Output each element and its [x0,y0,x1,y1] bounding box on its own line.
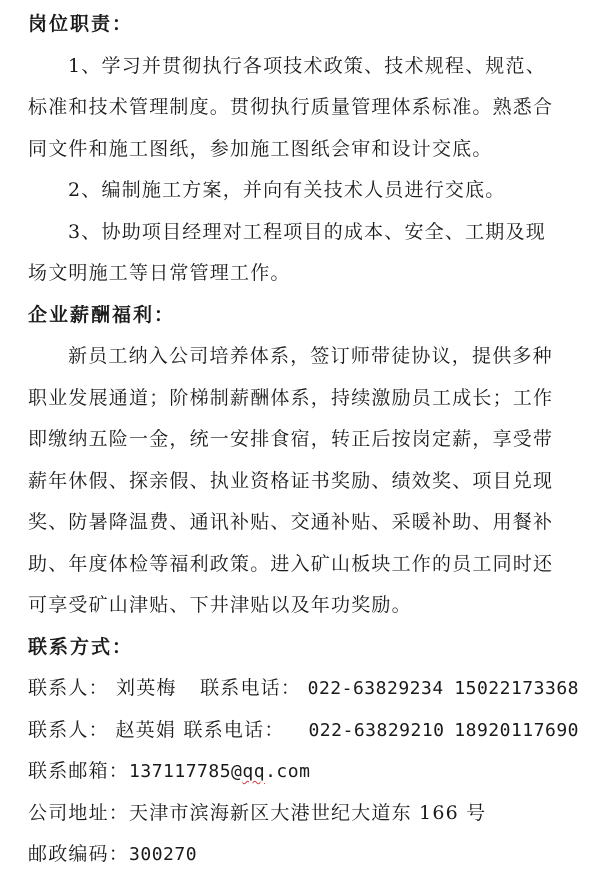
benefits-line-7: 可享受矿山津贴、下井津贴以及年功奖励。 [28,594,412,616]
email-domain-spellcheck-flag: qq [242,761,266,782]
postcode-value: 300270 [129,844,198,865]
email-user: 137117785@ [129,761,243,782]
contact-heading: 联系方式： [28,635,134,658]
benefits-line-6: 助、年度体检等福利政策。进入矿山板块工作的员工同时还 [28,552,554,575]
benefits-line-1: 新员工纳入公司培养体系，签订师带徒协议，提供多种 [68,345,553,367]
benefits-line-4: 薪年休假、探亲假、执业资格证书奖励、绩效奖、项目兑现 [28,469,554,492]
contact-person-label: 联系人： [28,677,109,699]
address-label: 公司地址： [28,801,130,824]
email-row [28,751,579,793]
contact-landline: 022-63829234 [307,678,444,699]
duty-item-3-line-2: 场文明施工等日常管理工作。 [28,262,291,284]
contact-phone-label: 联系电话： [200,677,302,699]
contact-person-name: 赵英娟 [115,718,177,741]
duty-item-1-line-1: 1、学习并贯彻执行各项技术政策、技术规程、规范、 [68,54,546,77]
contact-row-1 [28,668,579,710]
contact-landline: 022-63829210 [308,719,445,741]
contact-phone-label: 联系电话： [183,718,285,741]
benefits-line-2: 职业发展通道；阶梯制薪酬体系，持续激励员工成长；工作 [28,386,554,409]
benefits-line-5: 奖、防暑降温费、通讯补贴、交通补贴、采暖补助、用餐补 [28,511,554,533]
contact-mobile: 18920117690 [454,719,579,741]
contact-mobile: 15022173368 [454,678,579,699]
duty-item-1-line-3: 同文件和施工图纸，参加施工图纸会审和设计交底。 [28,137,493,160]
email-label: 联系邮箱： [28,760,130,782]
address-row [28,793,579,835]
duty-item-3-line-1: 3、协助项目经理对工程项目的成本、安全、工期及现 [68,220,546,243]
postcode-label: 邮政编码： [28,843,130,865]
duty-item-1-line-2: 标准和技术管理制度。贯彻执行质量管理体系标准。熟悉合 [28,96,554,118]
duty-item-2-line-1: 2、编制施工方案，并向有关技术人员进行交底。 [68,179,506,201]
benefits-heading: 企业薪酬福利： [28,303,176,326]
duties-heading: 岗位职责： [28,13,134,35]
contact-person-name: 刘英梅 [116,677,177,699]
contact-person-label: 联系人： [28,718,109,741]
contact-row-2 [28,710,579,752]
email-suffix: .com [265,761,311,782]
postcode-row [28,834,579,876]
benefits-line-3: 即缴纳五险一金，统一安排食宿，转正后按岗定薪，享受带 [28,428,554,450]
address-value: 天津市滨海新区大港世纪大道东 166 号 [129,801,487,824]
